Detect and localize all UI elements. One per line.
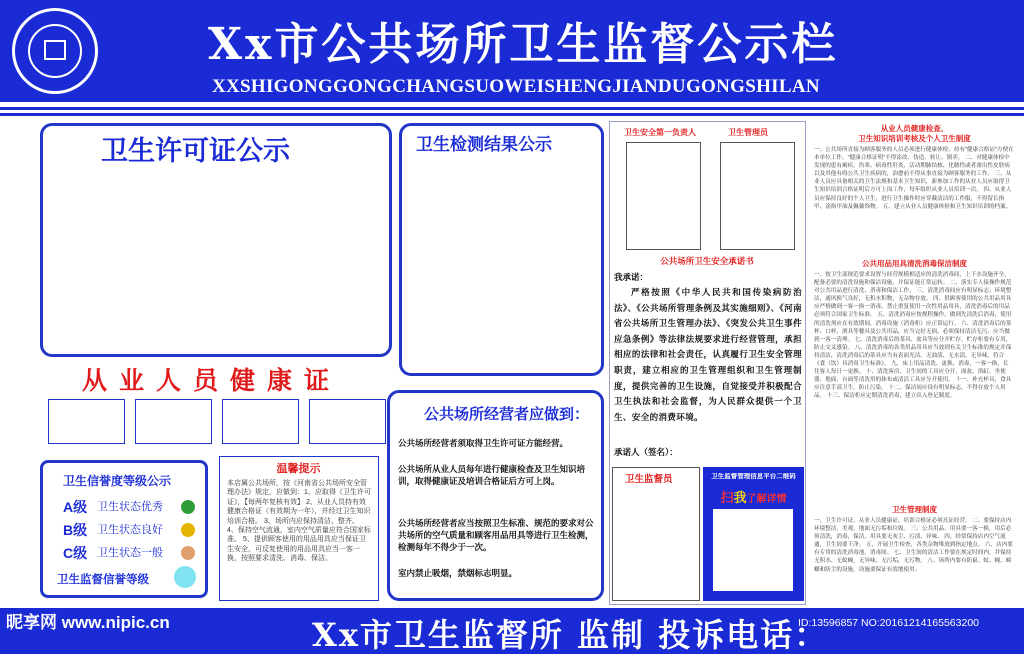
rules-title-3: 卫生管理制度 <box>892 505 937 514</box>
supervision-credit-indicator-icon <box>174 566 196 588</box>
supervision-credit-label: 卫生监督信誉等级 <box>57 574 149 586</box>
emblem-center-mark <box>44 40 66 60</box>
grade-b-indicator-icon <box>181 523 195 537</box>
watermark-right: ID:13596857 NO:20161214165563200 <box>798 617 979 629</box>
operator-item-2: 公共场所从业人员每年进行健康检查及卫生知识培训，取得健康证及培训合格证后方可上岗。 <box>398 464 586 486</box>
qr-scan-detail: 了解详情 <box>746 494 787 505</box>
rules-title-1: 从业人员健康检查、 <box>880 124 949 133</box>
tips-title: 温馨提示 <box>276 463 321 475</box>
grade-c-status: 卫生状态一般 <box>97 547 163 559</box>
rules-panel <box>812 121 1017 605</box>
grade-b-status: 卫生状态良好 <box>97 524 163 536</box>
license-title: 卫生许可证公示 <box>101 136 290 166</box>
watermark-left: 昵享网 www.nipic.cn <box>6 613 170 632</box>
qr-scan-char: 扫 <box>720 490 734 505</box>
rules-body-1: 一、公共场所直接为顾客服务的人员必须进行健康体检，持有"健康合格证"方便在本单位工作。"健康合格证明"不得涂改、伪造、转让、倒卖。 二、对健康体检中发现的患有痢疾、伤寒、病毒性肝炎、活动期肺结核、化脓性或者渗出性皮肤病以及其他有碍公共卫生疾病的，治愈前不得从事直接为顾客服务的工作。 三、从业人员应具备相关的卫生法规和基本卫生知识，新参加工作的从业人员应取得卫生知识培训合格证明后方可上岗工作，每年组织从业人员培训一次。 四、从业人员应保持良好的个人卫生，进行卫生操作时应穿戴清洁的工作服，不得留长指甲、涂指甲油及佩戴饰物。 五、建立从业人员健康体检和卫生知识培训的档案。 <box>814 147 1014 210</box>
grade-a-indicator-icon <box>181 500 195 514</box>
operator-duties-box <box>387 390 604 601</box>
rules-body-3: 一、卫生许可证、从业人员健康证、培训合格证必须亮证经营。 二、要保持店内环境整洁，美观，地面无污垢和垃圾。 三、公共用品、用具要一客一换，用后必须清洗，消毒，保洁。用具要无灰尘、污渍、异味。 四、经常保持店内空气流通，卫生间要干净。 五、开展卫生检查，各类杂物堆放到指定地点。 六、店内要有专用的清洗消毒池，消毒间。 七、卫生间的清洁工作要在规定时间内，并保持无积水、无蚊蝇，无异味，无污垢，无污物。 八、场所内要有防鼠、蚊、蝇、蟑螂和防尘的设施，设施要保证有效地使用。 <box>814 518 1013 573</box>
person-in-charge-photo <box>626 142 701 250</box>
manager-photo <box>720 142 795 250</box>
commitment-panel <box>609 121 806 605</box>
signer-label: 承诺人（签名）： <box>614 447 678 457</box>
header-divider-thin <box>0 110 1024 113</box>
supervisor-label: 卫生监督员 <box>625 474 673 485</box>
health-cert-slot-3 <box>222 399 299 444</box>
grade-a-label: A级 <box>63 499 88 515</box>
commitment-title: 公共场所卫生安全承诺书 <box>660 256 754 266</box>
grade-c-label: C级 <box>63 545 88 561</box>
test-results-box <box>399 123 604 376</box>
license-display-box <box>40 123 392 357</box>
health-cert-title: 从业人员健康证 <box>82 367 342 395</box>
tips-box <box>219 456 379 601</box>
operator-item-3: 公共场所经营者应当按照卫生标准、规范的要求对公共场所的空气质量和顾客用品用具等进行卫生检测，检测每年不得少于一次。 <box>398 518 594 552</box>
header-divider <box>0 102 1024 107</box>
tips-body: 本店属公共场所，按《河南省公共场所安全管理办法》规定，应做到：1、应取得《卫生许可证》，【每两年复核有效】 2、从业人员持有效健康合格证（有效期为一年），并经过卫生知识培训合格。 3、场所内应保持清洁、整齐。 4、保持空气流通，室内空气质量应符合国家标准。 5、提供顾客使用的用品用具应当保证卫生安全，可反复使用的用品用具应当一客一换，按照要求清洗、消毒、保洁。 <box>227 480 371 563</box>
health-cert-slot-4 <box>309 399 386 444</box>
person-in-charge-label: 卫生安全第一负责人 <box>624 128 696 137</box>
health-cert-slot-1 <box>48 399 125 444</box>
grade-b-label: B级 <box>63 522 88 538</box>
credit-title: 卫生信誉度等级公示 <box>63 474 172 488</box>
operator-item-4: 室内禁止吸烟，禁烟标志明显。 <box>398 568 518 578</box>
health-cert-slot-2 <box>135 399 212 444</box>
pledge-label: 我承诺： <box>614 272 649 282</box>
test-results-title: 卫生检测结果公示 <box>416 135 552 154</box>
operator-title: 公共场所经营者应做到： <box>424 406 590 423</box>
page-subtitle: XXSHIGONGGONGCHANGSUOWEISHENGJIANDUGONGSHILAN <box>212 76 820 97</box>
commitment-body: 严格按照《中华人民共和国传染病防治法》、《公共场所管理条例及其实施细则》、《河南省公共场所卫生管理办法》、《突发公共卫生事件应急条例》等法律法规要求进行经营管理，承担相应的法律和社会责任，认真履行卫生安全管理职责，建立相应的卫生管理组织和卫生管理制度，提供完善的卫生设施，自觉接受并积极配合卫生执法和社会监督，为人民群众提供一个卫生、安全的消费环境。 <box>614 287 802 422</box>
grade-c-indicator-icon <box>181 546 195 560</box>
manager-label: 卫生管理员 <box>728 128 768 137</box>
operator-item-1: 公共场所经营者须取得卫生许可证方能经营。 <box>398 438 569 448</box>
rules-title-2: 公共用品用具清洗消毒保洁制度 <box>862 259 967 268</box>
qr-scan-me: 我 <box>733 490 747 505</box>
qr-scan-caption <box>707 487 800 507</box>
rules-body-2: 一、按卫生部规范要求设置与经营规模相适应的清洗消毒间，上下水设施齐全，配备必要的清洗设施和保洁设施，并保证能正常运转。 二、落实专人接操作规范对公共用品进行清洗、消毒和保洁工作。 三、清洗消毒间应有明显标志；环境整洁，通风换气良好，无积水积物，无杂物存放。 四、供顾客使用的公共用品用具应严格做到一客一换一消毒，禁止重复使用一次性用品用具，清洗消毒后的用品必须符合国家卫生标准。 五、清洗消毒应按规程操作，做到先清洗后消毒，使用的清洗剂应在有效期间，消毒设施（消毒柜）应正常运行。 六、清洗消毒后的茶杯、口杯、酒具等餐具及公共用品，应当完好无损，必须保持清洁无污，应当做到一客一清理。 七、清洗消毒后的茶具、盆具等应分开贮存，贮存柜要有专用，防止交叉感染。 八、清洗消毒的各类用品用具应当放到有关卫生标准的规定并保持清洁，清洗消毒后的茶具应当有表面光洁、无油渍、无水渍、无异味，符合《食（饮）具消毒卫生标准》。 九、床上用品清洗、更换、消毒，一客一换，长住客人每日一更换。 十、清洗客房、卫生间的工具应分开，面盆、浴缸、坐便器、地面、台面等清洗用的抹布或清洁工具应分开使用。 十一、补充杯具，食具应注意手部卫生，防止污染。 十二、保洁间应设有明显标志，不得存放个人用品。 十三、保洁柜应定期清洗消毒，建立出入登记制度。 <box>814 272 1012 400</box>
qr-code-placeholder <box>713 509 793 591</box>
credit-rating-box <box>40 460 208 598</box>
grade-a-status: 卫生状态优秀 <box>97 501 163 513</box>
qr-code-panel <box>703 467 804 601</box>
rules-title-1b: 卫生知识培训考核及个人卫生制度 <box>858 134 971 143</box>
qr-title: 卫生监督管理信息平台二维码 <box>711 473 796 480</box>
footer-text: Xx市卫生监督所 监制 投诉电话： <box>312 616 829 654</box>
supervisor-box <box>612 467 700 601</box>
page-title: Xx市公共场所卫生监督公示栏 <box>208 19 839 70</box>
